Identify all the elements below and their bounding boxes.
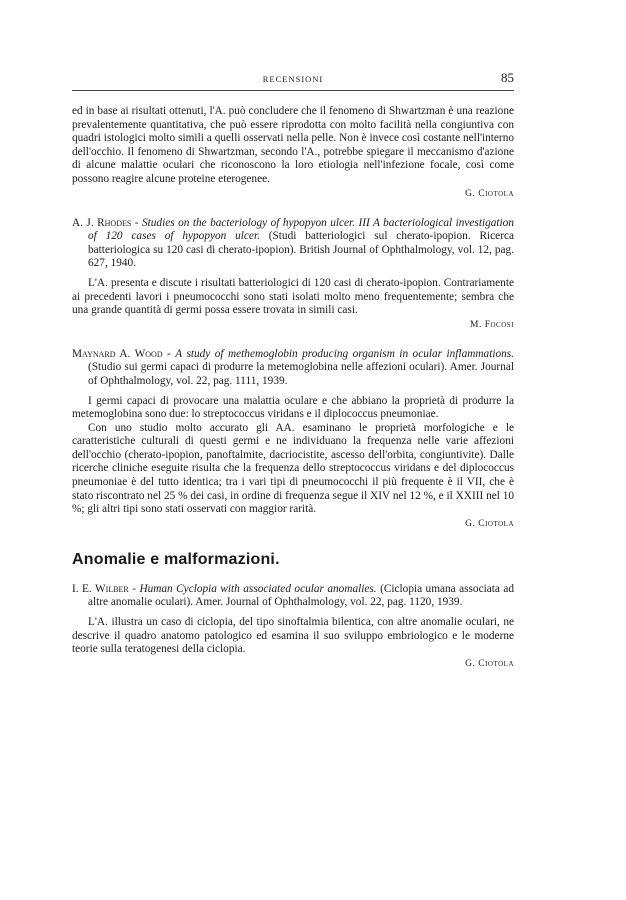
page-number: 85	[501, 70, 514, 85]
review-body-paragraph-2: Con uno studio molto accurato gli AA. esaminano le proprietà morfologiche e le caratteristiche culturali di questi germi e ne individuano la frequenza nelle varie affezioni dell'occhio (cherato-ipopion, panoftalmite, dacriocistite, ascesso dell'orbita, congiuntivite). Dalle ricerche cliniche eseguite risulta che la frequenza dello streptococcus viridans e del diplococcus pneumoniae è del tutto identica; tra i vari tipi di pneumococchi il più frequente è il VII, che è stato riscontrato nel 25 % dei casi, in ordine di frequenza segue il XIV nel 12 %, e il XXIII nel 10 %; gli altri tipi sono stati osservati con maggior rarità.	[72, 421, 514, 516]
review-citation: (Studio sui germi capaci di produrre la metemoglobina nelle affezioni oculari). Amer. Journal of Ophthalmology, vol. 22, pag. 1111, 1939.	[88, 361, 514, 387]
review-title: A study of methemoglobin producing organism in ocular inflammations.	[175, 347, 514, 360]
reviewer-signature: G. Ciotola	[465, 188, 514, 199]
review-body-paragraph-1: I germi capaci di provocare una malattia oculare e che abbiano la proprietà di produrre la metemoglobina sono due: lo streptococcus viridans e il diplococcus pneumoniae.	[72, 394, 514, 421]
section-heading: Anomalie e malformazioni.	[72, 550, 280, 568]
page	[72, 70, 514, 669]
review-title: Studies on the bacteriology of hypopyon ulcer. III A bacteriological investigation of 120 cases of hypopyon ulcer.	[88, 216, 514, 243]
review-reference: A. J. Rhodes - Studies on the bacteriology of hypopyon ulcer. III A bacteriological investigation of 120 cases of hypopyon ulcer. (Studi batteriologici sul cherato-ipopion. Ricerca batteriologica su 120 casi di cherato-ipopion). British Journal of Ophthalmology, vol. 12, pag. 627, 1940.	[72, 216, 514, 270]
review-shwartzman	[72, 105, 514, 199]
running-head-title: RECENSIONI	[262, 74, 324, 84]
running-head	[72, 70, 514, 88]
review-body: ed in base ai risultati ottenuti, l'A. può concludere che il fenomeno di Shwartzman è una reazione prevalentemente quantitativa, che può essere riprodotta con molto facilità nella congiuntiva con quadri istologici molto simili a quelli osservati nella pelle. Non è invece così costante nell'interno dell'occhio. Il fenomeno di Shwartzman, secondo l'A., potrebbe spiegare il meccanismo d'azione di alcune malattie oculari che riconoscono la loro etiologia nell'infezione focale, così come possono reagire alcune proteine eterogenee.	[72, 105, 514, 185]
review-author: Maynard A. Wood	[72, 347, 163, 360]
reviewer-signature: G. Ciotola	[465, 658, 514, 669]
review-reference: I. E. Wilber - Human Cyclopia with associated ocular anomalies. (Ciclopia umana associata ad altre anomalie oculari). Amer. Journal of Ophthalmology, vol. 22, pag. 1120, 1939.	[72, 582, 514, 609]
review-title: Human Cyclopia with associated ocular anomalies.	[139, 582, 377, 595]
review-wilber	[72, 583, 514, 669]
review-citation: (Ciclopia umana associata ad altre anomalie oculari). Amer. Journal of Ophthalmology, vol. 22, pag. 1120, 1939.	[88, 582, 514, 609]
review-body: L'A. presenta e discute i risultati batteriologici di 120 casi di cherato-ipopion. Contrariamente ai precedenti lavori i pneumococchi sono stati isolati molto meno frequentemente; sembra che una grande quantità di germi possa essere trovata in simili casi.	[72, 276, 514, 317]
header-rule	[72, 90, 514, 91]
review-rhodes	[72, 217, 514, 330]
review-body: L'A. illustra un caso di ciclopia, del tipo sinoftalmia bilentica, con altre anomalie oculari, ne descrive il quadro anatomo patologico ed esamina il suo sviluppo embriologico e le moderne teorie sulla teratogenesi della ciclopia.	[72, 616, 514, 656]
review-wood	[72, 348, 514, 529]
reviewer-signature: G. Ciotola	[465, 518, 514, 529]
review-citation: (Studi batteriologici sul cherato-ipopion. Ricerca batteriologica su 120 casi di cherato-ipopion). British Journal of Ophthalmology, vol. 12, pag. 627, 1940.	[88, 230, 514, 270]
review-reference: Maynard A. Wood - A study of methemoglobin producing organism in ocular inflammations. (Studio sui germi capaci di produrre la metemoglobina nelle affezioni oculari). Amer. Journal of Ophthalmology, vol. 22, pag. 1111, 1939.	[72, 347, 514, 387]
reviewer-signature: M. Focosi	[470, 319, 514, 330]
review-author: I. E. Wilber	[72, 582, 129, 595]
review-author: A. J. Rhodes	[72, 216, 132, 229]
